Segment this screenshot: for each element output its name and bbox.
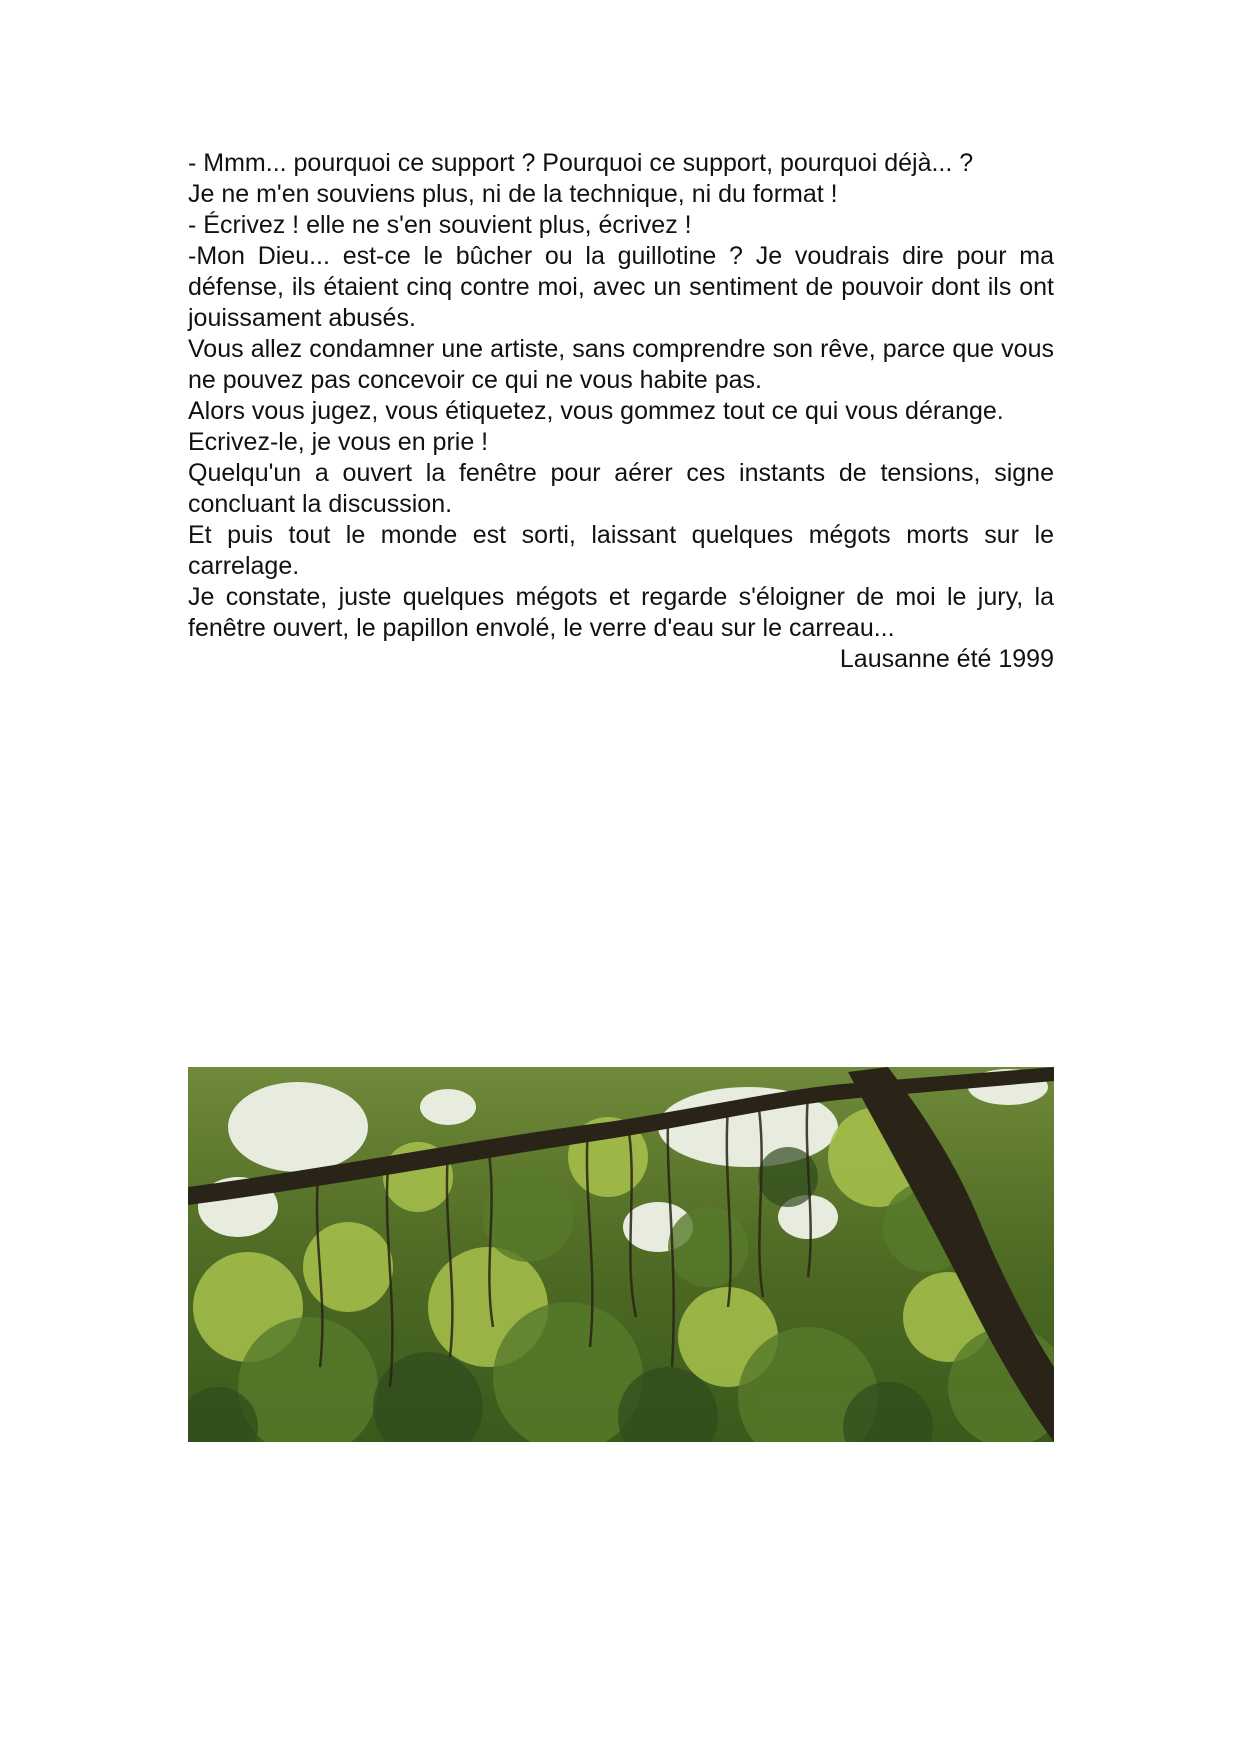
text-line-write-it: Ecrivez-le, je vous en prie ! — [188, 428, 489, 456]
text-paragraph-condemn: Vous allez condamner une artiste, sans comprendre son rêve, parce que vous ne pouvez pas concevoir ce qui ne vous habite pas. — [188, 335, 1054, 394]
text-paragraph-observe: Je constate, juste quelques mégots et regarde s'éloigner de moi le jury, la fenêtre ouvert, le papillon envolé, le verre d'eau sur le carreau... — [188, 583, 1054, 642]
forest-photo-drawing — [188, 1067, 1054, 1442]
text-line-2: Je ne m'en souviens plus, ni de la technique, ni du format ! — [188, 180, 838, 208]
text-line-1: - Mmm... pourquoi ce support ? Pourquoi ce support, pourquoi déjà... ? — [188, 149, 974, 177]
text-paragraph-judge: Alors vous jugez, vous étiquetez, vous gommez tout ce qui vous dérange. — [188, 397, 1004, 425]
text-paragraph-left: Et puis tout le monde est sorti, laissant quelques mégots morts sur le carrelage. — [188, 521, 1054, 580]
text-paragraph-window: Quelqu'un a ouvert la fenêtre pour aérer ces instants de tensions, signe concluant la discussion. — [188, 459, 1054, 518]
text-paragraph-defense: -Mon Dieu... est-ce le bûcher ou la guillotine ? Je voudrais dire pour ma défense, ils étaient cinq contre moi, avec un sentiment de pouvoir dont ils ont jouissament abusés. — [188, 242, 1054, 332]
document-body — [188, 148, 1054, 675]
forest-canopy-photo — [188, 1067, 1054, 1442]
text-line-3: - Écrivez ! elle ne s'en souvient plus, écrivez ! — [188, 211, 692, 239]
signature: Lausanne été 1999 — [839, 645, 1054, 673]
